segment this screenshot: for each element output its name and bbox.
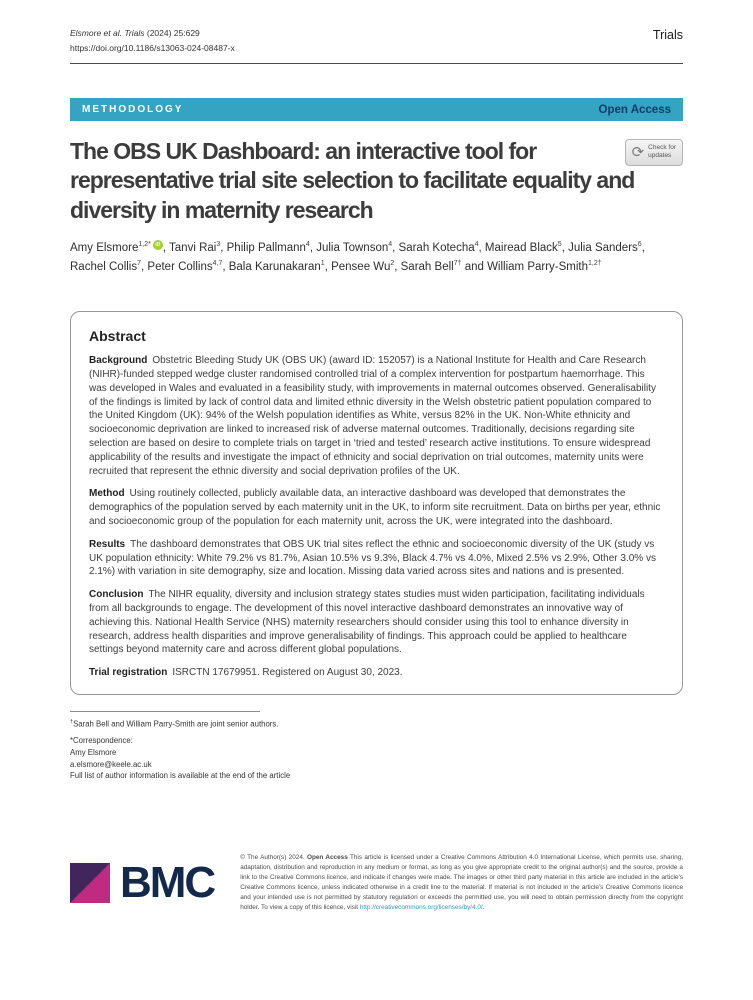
bmc-logo-text: BMC [120, 858, 215, 907]
open-access-label: Open Access [598, 103, 671, 116]
footnotes [70, 718, 683, 782]
joint-senior-text: Sarah Bell and William Parry-Smith are joint senior authors. [73, 719, 279, 729]
check-for-updates-badge[interactable] [625, 139, 683, 166]
article-type-banner [70, 98, 683, 121]
license-open-access: Open Access [306, 854, 348, 861]
abstract-label-method: Method [89, 488, 125, 500]
author-affiliation-sup: 4,7 [212, 260, 223, 268]
author-name: Julia Sanders [568, 242, 638, 255]
abstract-paragraph-conclusion [89, 588, 664, 657]
license-statement [240, 853, 683, 913]
creative-commons-link[interactable]: http://creativecommons.org/licenses/by/4.0/ [359, 903, 483, 911]
journal-name: Trials [652, 28, 683, 42]
page-header [0, 0, 753, 53]
orcid-icon[interactable]: iD [153, 240, 163, 250]
abstract-heading: Abstract [89, 328, 146, 345]
article-title: The OBS UK Dashboard: an interactive tool for representative trial site selection to facilitate equality and diversity in maternity research [70, 138, 635, 223]
bmc-logo [70, 858, 215, 907]
abstract-label-results: Results [89, 538, 126, 550]
title-section [70, 137, 683, 225]
bmc-logo-icon [70, 863, 110, 903]
citation-line [70, 28, 235, 38]
citation-authors: Elsmore et al. Trials [70, 28, 145, 38]
header-divider [70, 63, 683, 64]
author-name: Tanvi Rai [169, 242, 217, 255]
author-affiliation-sup: 7 [137, 260, 142, 268]
author-name: Amy Elsmore [70, 242, 139, 255]
abstract-text-registration: ISRCTN 17679951. Registered on August 30, 2023. [172, 667, 403, 679]
author-name: Peter Collins [147, 261, 213, 274]
author-list: Amy Elsmore$^{1,2*}$ iD , Tanvi Rai$^3$, Philip Pallmann$^4$, Julia Townson$^4$, Sarah Kotecha$^4$, Mairead Black$^5$, Julia Sanders$^6$, Rachel Collis$^7$, Peter Collins$^{4,7}$, Bala Karunakaran$^1$, Pensee Wu$^2$, Sarah Bell$^{7\dagger}$ and William Parry-Smith$^{1,2\dagger}$ [70, 241, 645, 274]
abstract-paragraph-registration [89, 666, 664, 680]
abstract-label-registration: Trial registration [89, 667, 168, 679]
abstract-label-conclusion: Conclusion [89, 589, 144, 601]
crossmark-icon: ⟳ [631, 143, 645, 161]
correspondence-label: *Correspondence: [70, 736, 133, 746]
abstract-label-background: Background [89, 355, 148, 367]
check-badge-line1: Check for [648, 144, 676, 151]
author-affiliation-sup: 2 [390, 260, 395, 268]
footnote-divider [70, 711, 260, 712]
abstract-paragraph-results [89, 538, 664, 579]
author-affiliation-sup: 3 [216, 241, 221, 249]
citation-block [70, 28, 235, 53]
author-name: William Parry-Smith [487, 261, 589, 274]
abstract-text-background: Obstetric Bleeding Study UK (OBS UK) (award ID: 152057) is a National Institute for Health and Care Research (NIHR)-funded stepped wedge cluster randomised controlled trial of a complex intervention for postpartum haemorrhage. This was developed in Wales and evaluated in a feasibility study, with improvements in maternal outcomes observed. Generalisability of the findings is limited by lack of control data and limited ethnic diversity in the Welsh obstetric patient population compared to the United Kingdom (UK): 94% of the Welsh population identifies as White, versus 82% in the UK. Non-White ethnicity and socioeconomic deprivation are linked to increased risk of adverse maternal outcomes. Traditionally, decisions regarding site selection are based on desire to complete trials on target in ‘tried and tested’ research active institutions. To ensure widespread applicability of the results and investigate the impact of ethnicity and social deprivation on trial outcomes, maternity units were recruited that represent the ethnic diversity and social deprivation profiles of the UK. [89, 355, 656, 477]
correspondence-email[interactable]: a.elsmore@keele.ac.uk [70, 759, 152, 769]
citation-info: (2024) 25:629 [146, 28, 200, 38]
author-name: Julia Townson [316, 242, 389, 255]
correspondent-name: Amy Elsmore [70, 747, 117, 757]
publisher-footer [70, 853, 683, 913]
doi-link[interactable]: https://doi.org/10.1186/s13063-024-08487-x [70, 43, 235, 53]
license-suffix: . [482, 903, 485, 911]
author-affiliation-sup: 7† [453, 260, 462, 268]
author-name: Bala Karunakaran [228, 261, 321, 274]
author-affiliation-sup: 1,2† [588, 260, 602, 268]
author-name: Rachel Collis [70, 261, 138, 274]
abstract-paragraph-background [89, 354, 664, 478]
author-affiliation-sup: 1 [320, 260, 325, 268]
author-name: Mairead Black [484, 242, 558, 255]
joint-senior-note [70, 718, 683, 730]
dagger-symbol: † [70, 718, 74, 725]
author-affiliation-sup: 1,2* [138, 241, 151, 249]
author-name: Sarah Bell [400, 261, 454, 274]
author-name: Sarah Kotecha [398, 242, 475, 255]
author-affiliation-sup: 4 [305, 241, 310, 249]
author-affiliation-sup: 4 [474, 241, 479, 249]
author-affiliation-sup: 5 [557, 241, 562, 249]
abstract-text-results: The dashboard demonstrates that OBS UK trial sites reflect the ethnic and socioeconomic diversity of the UK (study vs UK population ethnicity: White 79.2% vs 81.7%, Asian 10.5% vs 9.3%, Black 4.7% vs 4.0%, Mixed 2.5% vs 2.9%, Other 3.0% vs 2.1%) with variation in site demography, size and location. Missing data varied across sites and nations and is presented. [89, 538, 656, 578]
article-type-label: METHODOLOGY [82, 104, 184, 115]
author-affiliation-sup: 4 [388, 241, 393, 249]
abstract-text-method: Using routinely collected, publicly available data, an interactive dashboard was developed that demonstrates the demographics of the population served by each maternity unit in the UK, to inform site recruitment. Data on births per year, ethnic and socioeconomic group of the population for each maternity unit, across the UK, were integrated into the dashboard. [89, 488, 661, 528]
author-name: Philip Pallmann [226, 242, 306, 255]
license-prefix: © The Author(s) 2024. [240, 854, 307, 861]
author-name: Pensee Wu [331, 261, 391, 274]
full-author-list-note: Full list of author information is available at the end of the article [70, 771, 291, 781]
check-badge-text [648, 144, 676, 161]
abstract-box [70, 311, 683, 695]
license-body: This article is licensed under a Creative Commons Attribution 4.0 International License, which permits use, sharing, adaptation, distribution and reproduction in any medium or format, as long as you give appropriate credit to the original author(s) and the source, provide a link to the Creative Commons licence, and indicate if changes were made. The images or other third party material in this article are included in the article’s Creative Commons licence, unless indicated otherwise in a credit line to the material. If material is not included in the article’s Creative Commons licence and your intended use is not permitted by statutory regulation or exceeds the permitted use, you will need to obtain permission directly from the copyright holder. To view a copy of this licence, visit [240, 854, 683, 911]
check-badge-line2: updates [648, 152, 672, 160]
abstract-text-conclusion: The NIHR equality, diversity and inclusion strategy states studies must widen participation, facilitating individuals from all backgrounds to engage. The development of this novel interactive dashboard demonstrates an innovative way of achieving this. National Health Service (NHS) maternity researchers should consider using this tool to enhance diversity in research, address health disparities and improve generalisability of findings. This approach could be applied to healthcare settings beyond maternity care and across different global populations. [89, 589, 645, 656]
abstract-paragraph-method [89, 487, 664, 528]
author-affiliation-sup: 6 [637, 241, 642, 249]
